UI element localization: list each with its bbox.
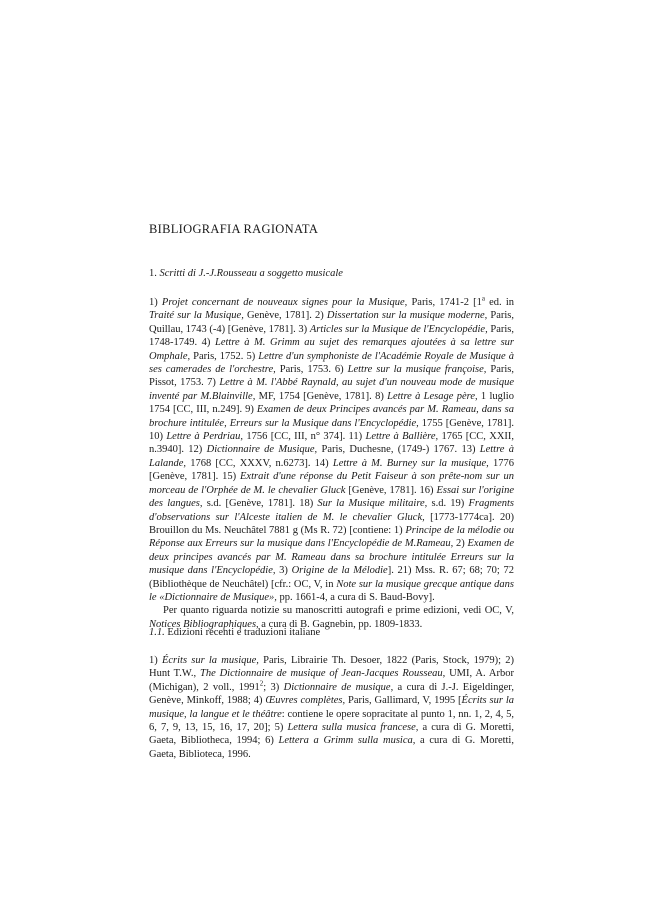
text-run: Paris, 1752. 5) <box>190 350 259 362</box>
text-run: a cura di J.-J. Eigeldinger, Genève, Minkoff, 1988; 4) <box>149 681 514 707</box>
section-number: 1.1. <box>149 627 165 638</box>
italic-title: Lettre à M. Burney sur la musique, <box>332 457 489 469</box>
text-run: 1768 [CC, XXXV, n.6273]. 14) <box>186 457 333 469</box>
italic-title: Lettera sulla musica francese, <box>287 722 419 734</box>
italic-title: Œuvres complètes, <box>265 695 346 707</box>
section-heading-2 <box>149 627 320 638</box>
section-title: Scritti di J.-J.Rousseau a soggetto musicale <box>159 268 343 279</box>
italic-title: Écrits sur la musique, <box>161 655 259 666</box>
text-run: 1776 [Genève, 1781]. 15) <box>149 457 514 483</box>
italic-title: Articles sur la Musique de l'Encyclopédie, <box>309 323 488 335</box>
section-title: Edizioni recenti e traduzioni italiane <box>167 627 321 638</box>
section-heading-1 <box>149 268 343 279</box>
italic-title: Lettera a Grimm sulla musica, <box>278 735 416 747</box>
italic-title: Lettre à Lesage père, <box>387 390 478 402</box>
italic-title: Notices Bibliographiques, <box>149 618 259 630</box>
text-run: 1756 [CC, III, n° 374]. 11) <box>243 431 366 443</box>
text-run: s.d. [Genève, 1781]. 18) <box>202 498 318 510</box>
text-run: Paris, 1753. 6) <box>275 364 348 376</box>
text-run: ]. 21) Mss. R. 67; 68; 70; 72 (Bibliothèque de Neuchâtel) [cfr.: OC, V, in <box>149 565 514 590</box>
superscript: a <box>481 294 485 303</box>
italic-title: Fragments d'observations sur l'Alceste italien de M. le chevalier Gluck, <box>149 498 514 523</box>
text-run: a cura di G. Moretti, Gaeta, Biblioteca, 1996. <box>149 735 514 760</box>
text-run: Paris, Quillau, 1743 (-4) [Genève, 1781]. 3) <box>149 310 515 335</box>
superscript: 2 <box>259 679 264 688</box>
italic-title: Extrait d'une réponse du Petit Faiseur à son prête-nom sur un morceau de l'Orphée de M. le chevalier Gluck <box>149 471 514 496</box>
text-run: ed. in <box>484 297 514 308</box>
section-number: 1. <box>149 268 157 279</box>
text-run: 3) <box>275 565 292 577</box>
italic-title: Lettre à M. l'Abbé Raynald, au sujet d'un nouveau mode de musique inventé par M.Blainville, <box>149 377 514 402</box>
text-run: a cura di B. Gagnebin, pp. 1809-1833. <box>258 618 423 630</box>
italic-title: Écrits sur la musique, la langue et le théâtre <box>149 695 514 720</box>
italic-title: Traité sur la Musique, <box>149 310 244 322</box>
text-run: Genève, 1781]. 2) <box>243 310 327 322</box>
italic-title: Dissertation sur la musique moderne, <box>326 310 488 322</box>
italic-title: Examen de deux Principes avancés par M. Rameau, dans sa brochure intitulée, Erreurs sur la Musique dans l'Encyclopédie, <box>149 404 514 429</box>
text-run: Paris, Duchesne, (1749-) 1767. 13) <box>317 444 480 456</box>
text-run: UMI, A. Arbor (Michigan), 2 voll., 1991 <box>149 668 514 693</box>
text-run: s.d. 19) <box>427 498 469 510</box>
text-run: 1755 [Genève, 1781]. 10) <box>149 417 514 443</box>
text-run: MF, 1754 [Genève, 1781]. 8) <box>255 390 388 402</box>
italic-title: Sur la Musique militaire, <box>317 498 428 510</box>
text-run: ; 3) <box>263 681 284 693</box>
italic-title: Dictionnaire de musique, <box>283 681 394 693</box>
italic-title: Note sur la musique grecque antique dans le «Dictionnaire de Musique», <box>149 578 514 603</box>
bibliography-paragraph <box>149 296 514 604</box>
italic-title: Principe de la mélodie ou Réponse aux Erreurs sur la musique dans l'Encyclopédie de M.Rameau, <box>149 524 514 550</box>
italic-title: Dictionnaire de Musique, <box>206 444 318 456</box>
page-title: BIBLIOGRAFIA RAGIONATA <box>149 222 319 236</box>
italic-title: Essai sur l'origine des langues, <box>149 484 515 510</box>
bibliography-block <box>149 296 514 631</box>
italic-title: Lettre sur la musique françoise, <box>347 364 487 376</box>
text-run: a cura di G. Moretti, Gaeta, Bibliotheca, 1994; 6) <box>149 722 514 747</box>
text-run: Paris, 1748-1749. 4) <box>149 323 514 349</box>
text-run: 1765 [CC, XXII, n.3940]. 12) <box>149 431 515 456</box>
text-run: Per quanto riguarda notizie su manoscritti autografi e prime edizioni, vedi OC, V, <box>163 605 514 617</box>
text-run: pp. 1661-4, a cura di S. Baud-Bovy]. <box>276 591 435 603</box>
italic-title: Origine de la Mélodie <box>291 565 388 577</box>
text-run: 1) <box>149 655 162 666</box>
text-run: [1773-1774ca]. 20) Brouillon du Ms. Neuchâtel 7881 g (Ms R. 72) [contiene: 1) <box>149 511 514 536</box>
italic-title: Lettre à M. Grimm au sujet des remarques ajoutées à sa lettre sur Omphale, <box>149 337 515 362</box>
text-run: 1) <box>149 297 162 308</box>
text-run: Paris, Librairie Th. Desoer, 1822 (Paris, Stock, 1979); 2) Hunt T.W., <box>149 655 515 680</box>
text-run: Paris, Gallimard, V, 1995 [ <box>345 695 462 707</box>
text-run: Paris, Pissot, 1753. 7) <box>149 364 515 389</box>
italic-title: Lettre à Lalande, <box>149 444 515 469</box>
text-run: Paris, 1741-2 [1 <box>407 297 482 308</box>
italic-title: Lettre à Perdriau, <box>166 431 244 443</box>
text-run: 2) <box>453 538 468 550</box>
italic-title: Examen de deux principes avancés par M. Rameau dans sa brochure intitulée Erreurs sur la musique dans l'Encyclopédie, <box>149 538 514 577</box>
editions-paragraph <box>149 654 514 761</box>
text-run: [Genève, 1781]. 16) <box>345 484 437 496</box>
text-run: 1 luglio 1754 [CC, III, n.249]. 9) <box>149 390 514 416</box>
text-run: : contiene le opere sopracitate al punto 1, nn. 1, 2, 4, 5, 6, 7, 9, 13, 15, 16, 17, 20]; 5) <box>149 708 514 734</box>
italic-title: Projet concernant de nouveaux signes pour la Musique, <box>161 297 408 308</box>
italic-title: The Dictionnaire de musique of Jean-Jacques Rousseau, <box>199 668 446 680</box>
italic-title: Lettre à Ballière, <box>365 431 439 443</box>
italic-title: Lettre d'un symphoniste de l'Académie Royale de Musique à ses camerades de l'orchestre, <box>149 350 514 376</box>
